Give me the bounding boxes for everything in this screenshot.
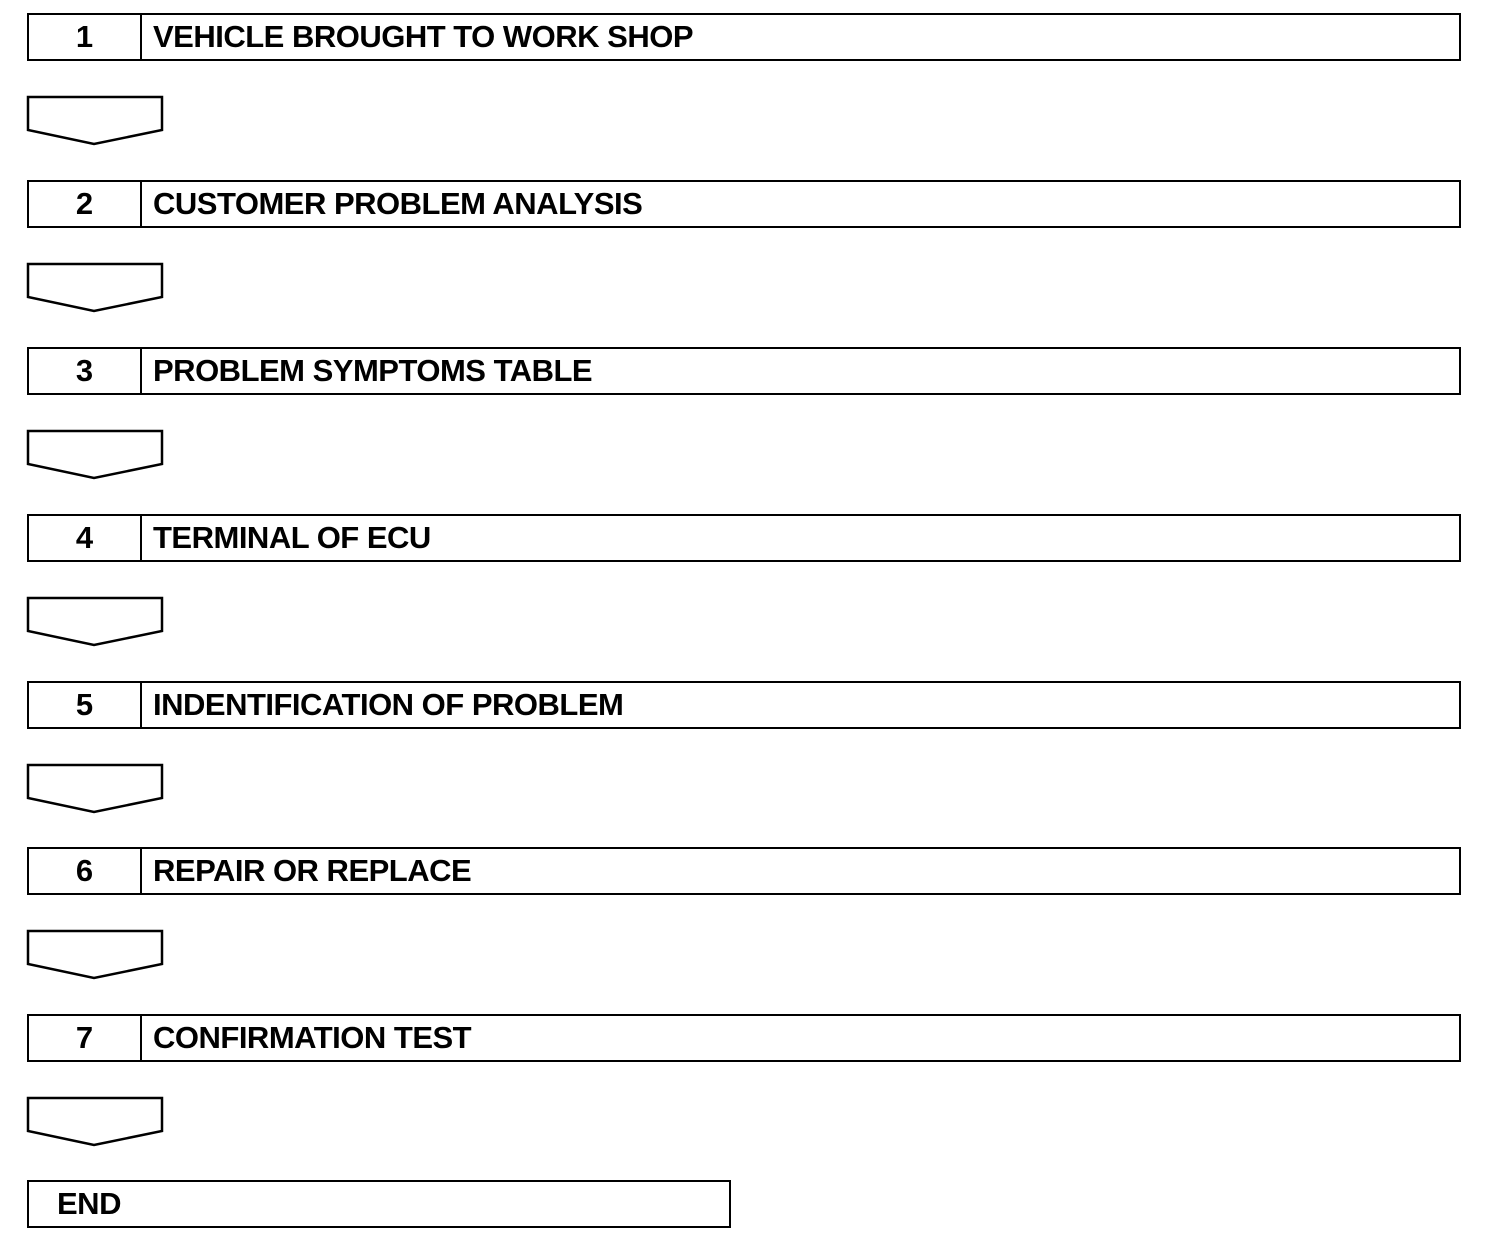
down-arrow-icon bbox=[26, 595, 164, 647]
down-arrow-icon bbox=[26, 428, 164, 480]
step-number: 5 bbox=[29, 683, 142, 727]
step-number: 4 bbox=[29, 516, 142, 560]
step-box-3 bbox=[27, 347, 1461, 395]
down-arrow-icon bbox=[26, 762, 164, 814]
step-label: INDENTIFICATION OF PROBLEM bbox=[153, 687, 624, 722]
step-label: PROBLEM SYMPTOMS TABLE bbox=[153, 353, 593, 388]
end-box: END bbox=[27, 1180, 731, 1228]
step-number: 1 bbox=[29, 15, 142, 59]
step-box-2 bbox=[27, 180, 1461, 228]
step-number: 3 bbox=[29, 349, 142, 393]
step-number: 6 bbox=[29, 849, 142, 893]
step-box-1 bbox=[27, 13, 1461, 61]
step-box-6 bbox=[27, 847, 1461, 895]
step-number: 7 bbox=[29, 1016, 142, 1060]
down-arrow-icon bbox=[26, 261, 164, 313]
step-label: REPAIR OR REPLACE bbox=[153, 853, 472, 888]
down-arrow-icon bbox=[26, 94, 164, 146]
step-number: 2 bbox=[29, 182, 142, 226]
step-box-5 bbox=[27, 681, 1461, 729]
step-label: CONFIRMATION TEST bbox=[153, 1020, 472, 1055]
step-label: CUSTOMER PROBLEM ANALYSIS bbox=[153, 186, 643, 221]
step-label: TERMINAL OF ECU bbox=[153, 520, 431, 555]
step-box-4 bbox=[27, 514, 1461, 562]
step-box-7 bbox=[27, 1014, 1461, 1062]
down-arrow-icon bbox=[26, 928, 164, 980]
down-arrow-icon bbox=[26, 1095, 164, 1147]
step-label: VEHICLE BROUGHT TO WORK SHOP bbox=[153, 19, 694, 54]
